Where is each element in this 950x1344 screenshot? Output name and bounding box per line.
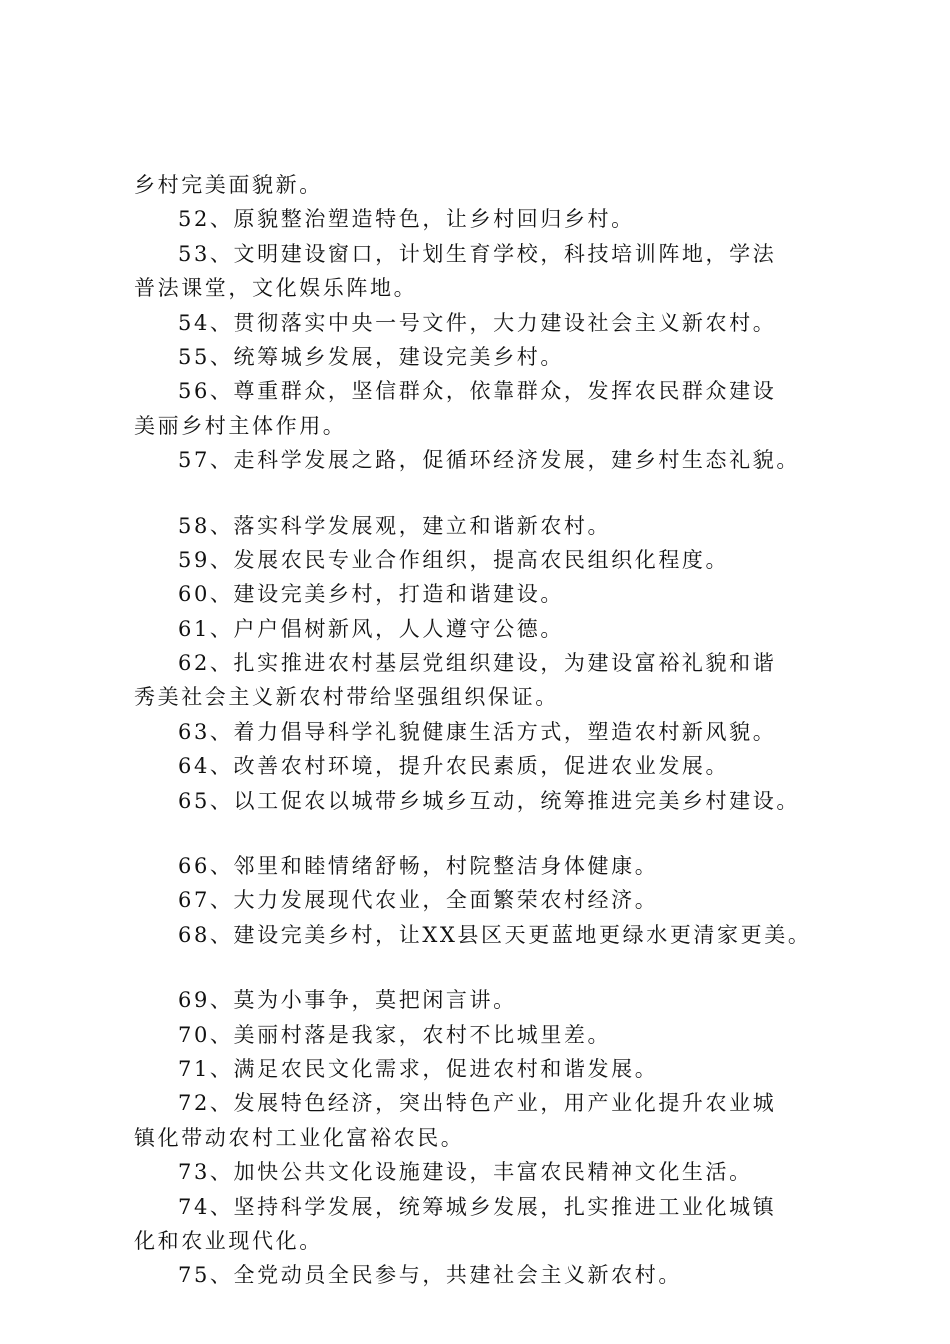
- slogan-73: 73、加快公共文化设施建设，丰富农民精神文化生活。: [178, 1160, 753, 1185]
- slogan-59: 59、发展农民专业合作组织，提高农民组织化程度。: [178, 547, 730, 572]
- slogan-52: 52、原貌整治塑造特色，让乡村回归乡村。: [178, 207, 635, 232]
- document-body: [134, 168, 854, 1293]
- slogan-67: 67、大力发展现代农业，全面繁荣农村经济。: [178, 888, 659, 913]
- slogan-57: 57、走科学发展之路，促循环经济发展，建乡村生态礼貌。: [178, 448, 800, 473]
- slogan-61: 61、户户倡树新风，人人遵守公德。: [178, 616, 564, 641]
- slogan-53-continued: 普法课堂，文化娱乐阵地。: [134, 276, 418, 301]
- slogan-75: 75、全党动员全民参与，共建社会主义新农村。: [178, 1263, 682, 1288]
- slogan-66: 66、邻里和睦情绪舒畅，村院整洁身体健康。: [178, 854, 659, 879]
- slogan-62-continued: 秀美社会主义新农村带给坚强组织保证。: [134, 685, 559, 710]
- slogan-74: 74、坚持科学发展，统筹城乡发展，扎实推进工业化城镇: [178, 1194, 777, 1219]
- slogan-58: 58、落实科学发展观，建立和谐新农村。: [178, 513, 612, 538]
- slogan-60: 60、建设完美乡村，打造和谐建设。: [178, 582, 564, 607]
- slogan-56: 56、尊重群众，坚信群众，依靠群众，发挥农民群众建设: [178, 379, 777, 404]
- text-line: 乡村完美面貌新。: [134, 173, 323, 197]
- slogan-65: 65、以工促农以城带乡城乡互动，统筹推进完美乡村建设。: [178, 788, 800, 813]
- slogan-71: 71、满足农民文化需求，促进农村和谐发展。: [178, 1056, 659, 1081]
- paragraph-gap: [134, 818, 854, 849]
- slogan-74-continued: 化和农业现代化。: [134, 1228, 323, 1253]
- slogan-55: 55、统筹城乡发展，建设完美乡村。: [178, 344, 564, 369]
- slogan-72: 72、发展特色经济，突出特色产业，用产业化提升农业城: [178, 1091, 777, 1116]
- slogan-64: 64、改善农村环境，提升农民素质，促进农业发展。: [178, 754, 730, 779]
- slogan-70: 70、美丽村落是我家，农村不比城里差。: [178, 1022, 612, 1047]
- slogan-63: 63、着力倡导科学礼貌健康生活方式，塑造农村新风貌。: [178, 719, 777, 744]
- paragraph-gap: [134, 478, 854, 509]
- slogan-56-continued: 美丽乡村主体作用。: [134, 413, 347, 438]
- paragraph-gap: [134, 952, 854, 983]
- slogan-53: 53、文明建设窗口，计划生育学校，科技培训阵地，学法: [178, 241, 777, 266]
- slogan-69: 69、莫为小事争，莫把闲言讲。: [178, 988, 517, 1013]
- slogan-62: 62、扎实推进农村基层党组织建设，为建设富裕礼貌和谐: [178, 651, 777, 676]
- slogan-54: 54、贯彻落实中央一号文件，大力建设社会主义新农村。: [178, 310, 777, 335]
- slogan-72-continued: 镇化带动农村工业化富裕农民。: [134, 1125, 465, 1150]
- slogan-68: 68、建设完美乡村，让XX县区天更蓝地更绿水更清家更美。: [178, 922, 812, 947]
